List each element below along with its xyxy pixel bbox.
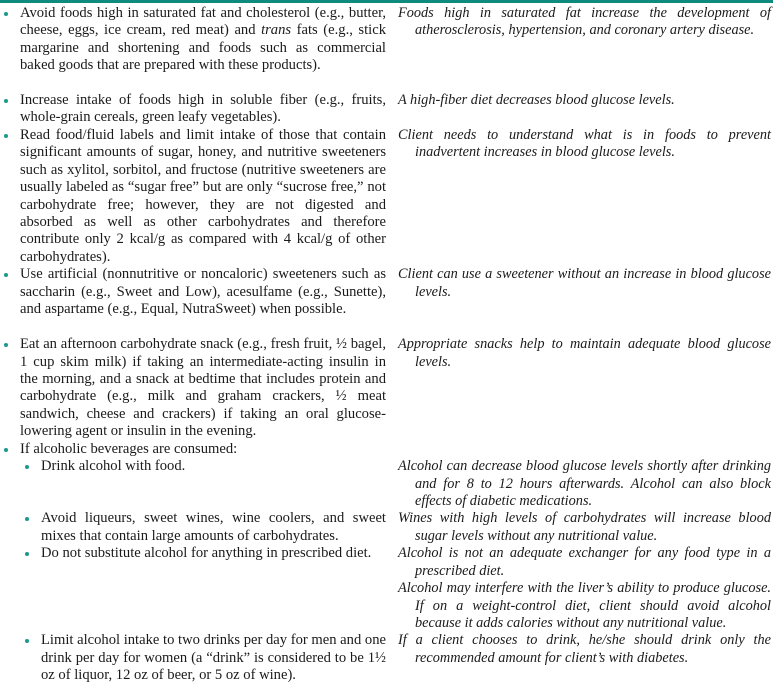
bullet-icon [25,517,29,521]
bullet-icon [4,273,8,277]
bullet-item [0,5,386,75]
intervention-rationale-table [0,5,773,685]
rationale-cell [398,632,771,667]
rationale-cell [398,5,771,40]
top-rule [0,0,773,3]
rationale-text: Foods high in saturated fat increase the development of atherosclerosis, hypertension, and coronary artery disease. [398,5,771,39]
table-row [0,458,773,510]
intervention-text: Eat an afternoon carbohydrate snack (e.g., fresh fruit, ½ bagel, 1 cup skim milk) if taking an intermediate-acting insulin in the morning, and a snack at bedtime that includes protein and carbohydrate (e.g., milk and graham crackers, ½ meat sandwich, cheese and crackers) if taking an oral glucose-lowering agent or insulin in the evening. [20,336,386,440]
table-row [0,441,773,458]
bullet-item [0,127,386,266]
intervention-text: Drink alcohol with food. [41,458,186,475]
table-row [0,510,773,545]
rationale-cell [398,127,771,162]
bullet-icon [4,134,8,138]
sub-bullet-item [0,545,386,562]
intervention-cell [0,266,386,318]
table-row [0,632,773,684]
intervention-text: Do not substitute alcohol for anything in prescribed diet. [41,545,372,562]
intervention-cell [0,545,386,562]
bullet-icon [4,99,8,103]
intervention-text: Increase intake of foods high in soluble fiber (e.g., fruits, whole-grain cereals, green leafy vegetables). [20,92,386,126]
bullet-item [0,441,386,458]
intervention-text: If alcoholic beverages are consumed: [20,440,238,457]
table-row [0,266,773,336]
intervention-text: Avoid foods high in saturated fat and cholesterol (e.g., butter, cheese, eggs, ice cream, red meat) and [20,5,386,39]
intervention-cell [0,127,386,266]
bullet-icon [4,12,8,16]
bullet-item [0,266,386,318]
table-row [0,92,773,127]
rationale-text: Alcohol is not an adequate exchanger for any food type in a prescribed diet. [398,545,771,579]
rationale-text: A high-fiber diet decreases blood glucose levels. [398,92,675,108]
rationale-cell [398,92,771,109]
bullet-icon [25,639,29,643]
bullet-icon [25,465,29,469]
rationale-cell [398,266,771,301]
rationale-cell [398,545,771,632]
rationale-text: Alcohol can decrease blood glucose levels shortly after drinking and for 8 to 12 hours afterwards. Alcohol can also block effects of diabetic medications. [398,458,771,509]
sub-bullet-item [0,632,386,684]
bullet-item [0,336,386,440]
bullet-icon [4,448,8,452]
table-row [0,127,773,266]
rationale-text: Client can use a sweetener without an increase in blood glucose levels. [398,266,771,300]
rationale-text: If a client chooses to drink, he/she should drink only the recommended amount for client’s with diabetes. [398,632,771,666]
intervention-text: Limit alcohol intake to two drinks per day for men and one drink per day for women (a “drink” is considered to be 1½ oz of liquor, 12 oz of beer, or 5 oz of wine). [41,632,386,684]
bullet-icon [4,343,8,347]
rationale-text: Appropriate snacks help to maintain adequate blood glucose levels. [398,336,771,370]
rationale-text: Wines with high levels of carbohydrates will increase blood sugar levels without any nutritional value. [398,510,771,544]
table-row [0,545,773,632]
intervention-cell [0,5,386,75]
intervention-text: Use artificial (nonnutritive or noncaloric) sweeteners such as saccharin (e.g., Sweet and Low), acesulfame (e.g., Sunette), and aspartame (e.g., Equal, NutraSweet) when possible. [20,266,386,318]
bullet-item [0,92,386,127]
intervention-text: Read food/fluid labels and limit intake of those that contain significant amounts of sugar, honey, and nutritive sweeteners such as xylitol, sorbitol, and fructose (nutritive sweeteners are usually labeled as “sugar free” but are only “sucrose free,” not carbohydrate free; however, they are not digested and absorbed as well as other carbohydrates and therefore contribute only 2 kcal/g as compared with 4 kcal/g of other carbohydrates). [20,127,386,265]
table-row [0,5,773,92]
sub-bullet-item [0,510,386,545]
intervention-cell [0,458,386,475]
intervention-text-italic: trans [261,22,292,39]
rationale-cell [398,458,771,510]
intervention-cell [0,632,386,684]
rationale-cell [398,510,771,545]
rationale-text: Client needs to understand what is in foods to prevent inadvertent increases in blood glucose levels. [398,127,771,161]
rationale-text: Alcohol may interfere with the liver’s ability to produce glucose. If on a weight-control diet, client should avoid alcohol because it adds calories without any nutritional value. [398,580,771,631]
table-row [0,336,773,440]
sub-bullet-item [0,458,386,475]
intervention-cell [0,510,386,545]
intervention-cell [0,92,386,127]
intervention-text: fats (e.g., stick margarine and shortening and foods such as commercial baked goods that are prepared with these products). [20,22,386,74]
rationale-cell [398,336,771,371]
intervention-cell [0,441,386,458]
bullet-icon [25,552,29,556]
intervention-cell [0,336,386,440]
intervention-text: Avoid liqueurs, sweet wines, wine coolers, and sweet mixes that contain large amounts of carbohydrates. [41,510,386,544]
